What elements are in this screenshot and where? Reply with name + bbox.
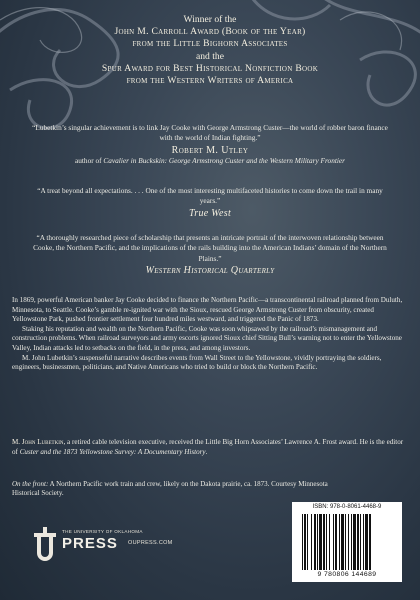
quote-text: “A treat beyond all expectations. . . . One of the most interesting multifaceted histories to come down the trail in many years.” <box>37 186 383 206</box>
quote-text: “Lubetkin’s singular achievement is to link Jay Cooke with George Armstrong Custer—the world of robber baron finance with the world of Indian fighting.” <box>32 123 388 143</box>
description-paragraph: M. John Lubetkin’s suspenseful narrative describes events from Wall Street to the Yellowstone, vividly portraying the soldiers, engineers, businessmen, politicians, and Native Americans who tried to build or block the Northern Pacific. <box>12 353 382 372</box>
publisher-name: PRESS <box>62 535 118 552</box>
description-paragraph: Staking his reputation and wealth on the Northern Pacific, Cooke was soon whipsawed by the railroad’s mismanagement and construction problems. When railroad surveyors and army escorts ignored Sioux chief Sitting Bull’s warning not to enter the Yellowstone Valley, Indian attacks led to setbacks on the field, in the press, and among investors. <box>12 324 402 352</box>
review-quote <box>30 123 390 166</box>
quote-source: True West <box>188 207 232 219</box>
award-line: from the Little Bighorn Associates <box>132 38 288 50</box>
quote-source: Robert M. Utley <box>171 144 249 156</box>
isbn-text: ISBN: 978-0-8061-4468-9 <box>312 504 382 510</box>
award-block <box>0 14 420 87</box>
quote-source: Western Historical Quarterly <box>145 264 275 276</box>
award-line: Winner of the <box>183 14 237 25</box>
barcode-icon <box>292 502 402 582</box>
publisher-url: OUPRESS.COM <box>128 540 173 546</box>
review-quote <box>30 233 390 276</box>
publisher-university: THE UNIVERSITY OF OKLAHOMA <box>62 529 143 534</box>
quote-source-note: author of Cavalier in Buckskin: George Armstrong Custer and the Western Military Frontier <box>75 155 345 165</box>
cover-credit <box>12 480 352 499</box>
description-paragraph: In 1869, powerful American banker Jay Cooke decided to finance the Northern Pacific—a transcontinental railroad planned from Duluth, Minnesota, to Seattle. Cooke’s gamble re-ignited war with the Sioux, rescued George Armstrong Custer from obscurity, created Yellowstone Park, pushed frontier settlement four hundred miles westward, and triggered the Panic of 1873. <box>12 296 403 324</box>
award-line: and the <box>196 50 224 62</box>
author-name: M. John Lubetkin <box>12 438 64 446</box>
description <box>12 296 408 373</box>
author-bio: M. John Lubetkin, a retired cable television executive, received the Little Big Horn Associates’ Lawrence A. Frost award. He is the editor of Custer and the 1873 Yellowstone Survey: A Documentary History. <box>12 438 404 456</box>
cover-credit-label: On the front: <box>12 480 49 488</box>
award-line: John M. Carroll Award (Book of the Year) <box>114 26 306 38</box>
award-line: from the Western Writers of America <box>126 75 294 87</box>
barcode-number: 9 780806 144689 <box>317 571 377 578</box>
review-quote <box>30 186 390 219</box>
award-line: Spur Award for Best Historical Nonfiction Book <box>101 62 319 74</box>
quote-text: “A thoroughly researched piece of scholarship that presents an intricate portrait of the interwoven relationship between Cooke, the Northern Pacific, and the implications of the rails building into the American Indians’ domain of the Northern Plains.” <box>33 233 387 263</box>
barcode-box <box>292 502 402 582</box>
cover-credit-text: A Northern Pacific work train and crew, likely on the Dakota prairie, ca. 1873. Courtesy Minnesota Historical Society. <box>12 480 328 498</box>
